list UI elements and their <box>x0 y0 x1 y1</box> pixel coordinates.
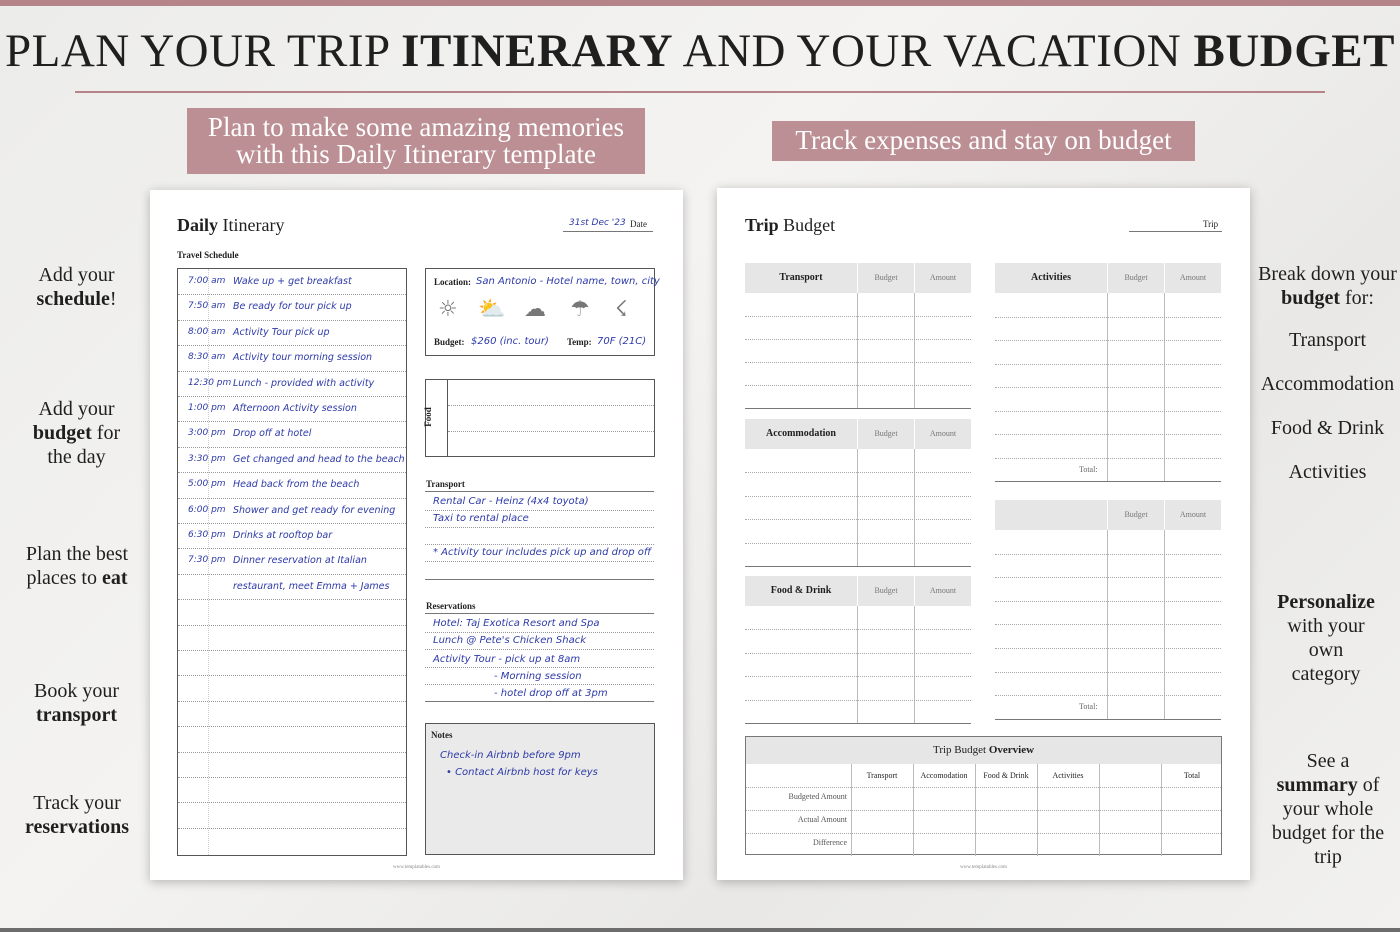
budget-row-line <box>995 364 1221 365</box>
budget-row-line <box>995 624 1221 625</box>
callout-transport <box>20 679 133 727</box>
reservation-line <box>425 649 654 650</box>
transport-bottom <box>425 579 654 580</box>
callout-text: Plan the best places to <box>25 543 129 589</box>
transport-underline <box>425 491 654 492</box>
schedule-time[interactable]: 6:00 pm <box>188 504 226 515</box>
notes-label: Notes <box>431 730 453 740</box>
callout-bold: reservations <box>24 816 130 838</box>
itinerary-footer: www.templatables.com <box>393 865 440 870</box>
callout-summary <box>1262 749 1394 869</box>
budget-category-label[interactable] <box>995 500 1107 530</box>
budget-row-line <box>995 554 1221 555</box>
budget-row-line <box>745 629 971 630</box>
food-line <box>448 405 654 406</box>
schedule-row[interactable] <box>178 548 406 573</box>
budget-category-label[interactable]: Accommodation <box>766 428 836 439</box>
callout-budget <box>20 397 133 469</box>
trip-underline <box>1129 231 1222 232</box>
reservation-item[interactable]: Lunch @ Pete's Chicken Shack <box>433 635 586 646</box>
schedule-time[interactable]: 8:00 am <box>188 326 226 337</box>
location-box <box>425 268 660 356</box>
budget-caption-text: Track expenses and stay on budget <box>795 125 1172 155</box>
schedule-row[interactable] <box>178 802 406 827</box>
itinerary-caption-line1: Plan to make some amazing memories <box>207 112 625 142</box>
date-value[interactable]: 31st Dec '23 <box>569 218 626 228</box>
schedule-box <box>177 268 407 856</box>
budget-category-label[interactable]: Food & Drink <box>770 585 832 596</box>
schedule-time[interactable]: 7:50 am <box>188 301 226 312</box>
amount-column-header: Amount <box>1164 263 1221 293</box>
notes-item[interactable]: Check-in Airbnb before 9pm <box>440 750 581 761</box>
overview-row-label: Budgeted Amount <box>788 792 847 801</box>
schedule-row[interactable] <box>178 371 406 396</box>
total-label: Total: <box>1079 464 1098 474</box>
daily-itinerary-page <box>150 190 683 880</box>
date-underline <box>563 231 653 232</box>
budget-row-line <box>745 316 971 317</box>
overview-row-line <box>746 810 1221 811</box>
budget-row-line <box>745 385 971 386</box>
callout-text: ! <box>109 288 117 310</box>
schedule-time[interactable]: 3:00 pm <box>188 428 226 439</box>
schedule-activity[interactable]: Lunch - provided with activity <box>233 377 375 389</box>
overview-title-text: Trip Budget <box>932 744 989 756</box>
budget-title-rest: Budget <box>778 215 836 235</box>
schedule-row[interactable] <box>178 447 406 472</box>
itinerary-title-rest: Itinerary <box>218 215 285 235</box>
callout-text: of your whole budget for the trip <box>1271 774 1385 868</box>
callout-text: with your own category <box>1287 615 1365 685</box>
headline-part1: PLAN YOUR TRIP <box>5 25 402 77</box>
schedule-time[interactable]: 8:30 am <box>188 352 226 363</box>
budget-row-line <box>995 340 1221 341</box>
budget-column-divider <box>914 606 915 723</box>
amount-column-header: Amount <box>914 263 971 293</box>
budget-row-line <box>995 458 1221 459</box>
location-label: Location: <box>434 277 471 287</box>
schedule-row[interactable] <box>178 777 406 802</box>
transport-item[interactable]: Rental Car - Heinz (4x4 toyota) <box>433 496 589 507</box>
transport-item[interactable]: Taxi to rental place <box>433 513 529 524</box>
schedule-row[interactable] <box>178 498 406 523</box>
schedule-activity[interactable]: Activity Tour pick up <box>233 326 330 338</box>
callout-bold: summary <box>1276 774 1358 796</box>
schedule-activity[interactable]: Drop off at hotel <box>233 428 312 440</box>
schedule-row[interactable] <box>178 650 406 675</box>
budget-row-line <box>995 411 1221 412</box>
sun-icon[interactable]: ☼ <box>438 297 458 322</box>
food-box <box>422 379 655 457</box>
notes-item[interactable]: Contact Airbnb host for keys <box>455 767 598 778</box>
callout-text: Break down your <box>1258 263 1397 285</box>
budget-category-label[interactable]: Transport <box>779 272 823 283</box>
reservation-item[interactable]: - Morning session <box>494 671 582 682</box>
reservation-line <box>425 667 654 668</box>
amount-column-header: Amount <box>914 419 971 449</box>
overview-column-header: Activities <box>1052 771 1084 780</box>
budget-table <box>745 576 971 723</box>
schedule-activity[interactable]: Drinks at rooftop bar <box>233 530 333 541</box>
transport-line <box>425 527 654 528</box>
schedule-row[interactable] <box>178 396 406 421</box>
schedule-activity[interactable]: Head back from the beach <box>233 479 360 491</box>
food-label: Food <box>422 407 433 427</box>
headline-part2: AND YOUR VACATION <box>673 25 1194 77</box>
schedule-time[interactable]: 7:00 am <box>188 276 226 286</box>
budget-row-line <box>745 408 971 409</box>
overview-column-header <box>1099 764 1161 787</box>
schedule-label: Travel Schedule <box>177 250 239 260</box>
callout-bold: schedule <box>36 288 110 310</box>
budget-row-line <box>745 543 971 544</box>
schedule-activity[interactable]: Dinner reservation at Italian <box>233 555 367 567</box>
overview-row-line <box>746 787 1221 788</box>
budget-column-header: Budget <box>1107 500 1164 530</box>
overview-title <box>746 737 1221 764</box>
schedule-time[interactable]: 7:30 pm <box>188 555 226 566</box>
transport-item[interactable]: * Activity tour includes pick up and drop off <box>433 547 652 558</box>
itinerary-title <box>177 215 284 236</box>
budget-row-line <box>745 653 971 654</box>
schedule-row[interactable] <box>178 269 406 294</box>
budget-overview <box>745 736 1222 855</box>
overview-row-label: Actual Amount <box>797 815 847 824</box>
callout-category: Food & Drink <box>1270 417 1385 439</box>
budget-column-header: Budget <box>857 576 914 606</box>
schedule-activity[interactable]: restaurant, meet Emma + James <box>233 580 390 592</box>
schedule-row[interactable] <box>178 421 406 446</box>
schedule-row[interactable] <box>178 675 406 700</box>
budget-row-line <box>745 472 971 473</box>
budget-column-divider <box>914 449 915 566</box>
trip-label: Trip <box>1203 219 1219 229</box>
schedule-time[interactable]: 3:30 pm <box>188 453 226 464</box>
schedule-row[interactable] <box>178 625 406 650</box>
schedule-time[interactable]: 1:00 pm <box>188 403 226 413</box>
bottom-bar <box>0 928 1400 932</box>
location-value[interactable]: San Antonio - Hotel name, town, city <box>476 276 660 287</box>
budget-row-line <box>745 700 971 701</box>
budget-table <box>995 500 1221 719</box>
callout-bold: transport <box>35 704 118 726</box>
schedule-row[interactable] <box>178 599 406 624</box>
budget-column-divider <box>914 293 915 408</box>
reservations-label: Reservations <box>426 601 476 611</box>
budget-row-line <box>995 387 1221 388</box>
callout-bold: eat <box>101 567 128 589</box>
callout-text: Track your <box>33 792 121 814</box>
overview-row-line <box>746 833 1221 834</box>
callout-reservations <box>10 791 144 839</box>
amount-column-header: Amount <box>1164 500 1221 530</box>
schedule-activity[interactable]: Afternoon Activity session <box>233 403 357 414</box>
budget-table-header <box>995 263 1221 293</box>
budget-row-line <box>745 362 971 363</box>
callout-eat <box>10 542 144 590</box>
callout-text: See a <box>1306 750 1350 772</box>
reservation-item[interactable]: Activity Tour - pick up at 8am <box>433 654 581 665</box>
budget-column-divider <box>857 293 858 408</box>
budget-row-line <box>745 566 971 567</box>
schedule-activity[interactable]: Activity tour morning session <box>233 352 373 364</box>
top-accent-bar <box>0 0 1400 6</box>
callout-text: Add your <box>38 398 115 420</box>
cloud-icon[interactable]: ☁ <box>524 297 546 322</box>
temp-value[interactable]: 70F (21C) <box>597 336 647 347</box>
transport-line <box>425 544 654 545</box>
budget-row-line <box>995 317 1221 318</box>
schedule-row[interactable] <box>178 523 406 548</box>
budget-row-line <box>995 434 1221 435</box>
budget-row-line <box>745 339 971 340</box>
budget-row-line <box>995 719 1221 720</box>
callout-text: Book your <box>34 680 119 702</box>
schedule-activity[interactable]: Shower and get ready for evening <box>233 504 396 516</box>
schedule-activity[interactable]: Wake up + get breakfast <box>233 276 352 287</box>
budget-row-line <box>995 577 1221 578</box>
overview-title-bold: Overview <box>988 744 1035 756</box>
reservations-underline <box>425 613 654 614</box>
transport-line <box>425 561 654 562</box>
budget-row-line <box>745 519 971 520</box>
callout-breakdown <box>1255 262 1400 310</box>
overview-column-header: Accomodation <box>920 771 968 780</box>
schedule-row[interactable] <box>178 726 406 751</box>
budget-table-header <box>995 500 1221 530</box>
schedule-activity[interactable]: Get changed and head to the beach <box>233 453 405 465</box>
callout-text: Add your <box>38 264 115 286</box>
budget-row-line <box>745 723 971 724</box>
callout-bold: Personalize <box>1277 591 1375 613</box>
budget-row-line <box>745 496 971 497</box>
budget-title-bold: Trip <box>745 215 779 235</box>
callout-bold: budget <box>1281 287 1340 309</box>
schedule-activity[interactable]: Be ready for tour pick up <box>233 301 352 313</box>
headline-bold2: BUDGET <box>1193 25 1395 77</box>
budget-table-header <box>745 576 971 606</box>
itinerary-title-bold: Daily <box>177 215 219 235</box>
callout-category: Activities <box>1288 461 1367 483</box>
storm-icon[interactable]: ☇ <box>615 297 628 322</box>
schedule-row[interactable] <box>178 472 406 497</box>
notes-box <box>425 723 655 855</box>
budget-column-divider <box>857 449 858 566</box>
budget-category-label[interactable]: Activities <box>1031 272 1071 283</box>
budget-caption <box>772 121 1195 161</box>
schedule-time[interactable]: 12:30 pm <box>188 377 232 388</box>
schedule-row[interactable] <box>178 345 406 370</box>
trip-budget-page <box>717 188 1250 880</box>
budget-label: Budget: <box>434 337 465 347</box>
budget-footer: www.templatables.com <box>960 865 1007 870</box>
headline-bold1: ITINERARY <box>401 25 674 77</box>
callout-schedule <box>20 263 133 311</box>
schedule-row[interactable] <box>178 320 406 345</box>
transport-line <box>425 510 654 511</box>
total-label: Total: <box>1079 702 1098 712</box>
schedule-time[interactable]: 6:30 pm <box>188 530 226 540</box>
page-headline <box>0 24 1400 78</box>
overview-row-label: Difference <box>812 838 847 847</box>
overview-column-header: Transport <box>866 771 898 780</box>
budget-value[interactable]: $260 (inc. tour) <box>471 336 549 347</box>
schedule-row[interactable] <box>178 574 406 599</box>
budget-table-header <box>745 263 971 293</box>
callout-bold: budget <box>32 422 92 444</box>
budget-column-header: Budget <box>857 419 914 449</box>
budget-title <box>745 215 835 236</box>
schedule-row[interactable] <box>178 828 406 853</box>
overview-column-header: Food & Drink <box>983 771 1029 780</box>
callout-text: for: <box>1340 287 1374 309</box>
budget-table <box>995 263 1221 481</box>
budget-row-line <box>995 695 1221 696</box>
notes-bullet-item[interactable]: • Contact Airbnb host for keys <box>446 767 598 778</box>
budget-table-header <box>745 419 971 449</box>
itinerary-caption-line2: with this Daily Itinerary template <box>236 139 596 169</box>
headline-divider <box>75 91 1325 93</box>
budget-row-line <box>995 601 1221 602</box>
transport-label: Transport <box>426 479 465 489</box>
reservation-line <box>425 632 654 633</box>
rain-icon[interactable]: ☂ <box>570 297 590 322</box>
budget-column-header: Budget <box>1107 263 1164 293</box>
schedule-row[interactable] <box>178 701 406 726</box>
budget-table <box>745 263 971 408</box>
schedule-row[interactable] <box>178 752 406 777</box>
callout-text: for the day <box>47 422 121 468</box>
budget-row-line <box>995 481 1221 482</box>
budget-row-line <box>995 648 1221 649</box>
amount-column-header: Amount <box>914 576 971 606</box>
budget-column-header: Budget <box>857 263 914 293</box>
overview-column-header: Total <box>1183 771 1201 780</box>
schedule-row[interactable] <box>178 294 406 319</box>
itinerary-caption <box>187 108 645 174</box>
reservation-line <box>425 684 654 685</box>
schedule-time[interactable]: 5:00 pm <box>188 479 226 490</box>
budget-row-line <box>995 672 1221 673</box>
partly-cloudy-icon[interactable]: ⛅ <box>478 297 506 322</box>
callout-category: Accommodation <box>1260 373 1395 395</box>
reservations-bottom <box>425 701 654 702</box>
reservation-item[interactable]: Hotel: Taj Exotica Resort and Spa <box>433 618 600 629</box>
budget-row-line <box>745 676 971 677</box>
food-line <box>448 431 654 432</box>
callout-personalize <box>1262 590 1390 686</box>
reservation-item[interactable]: - hotel drop off at 3pm <box>494 688 608 699</box>
callout-category: Transport <box>1288 329 1367 351</box>
date-label: Date <box>630 219 647 229</box>
budget-table <box>745 419 971 566</box>
budget-column-divider <box>857 606 858 723</box>
temp-label: Temp: <box>567 337 592 347</box>
